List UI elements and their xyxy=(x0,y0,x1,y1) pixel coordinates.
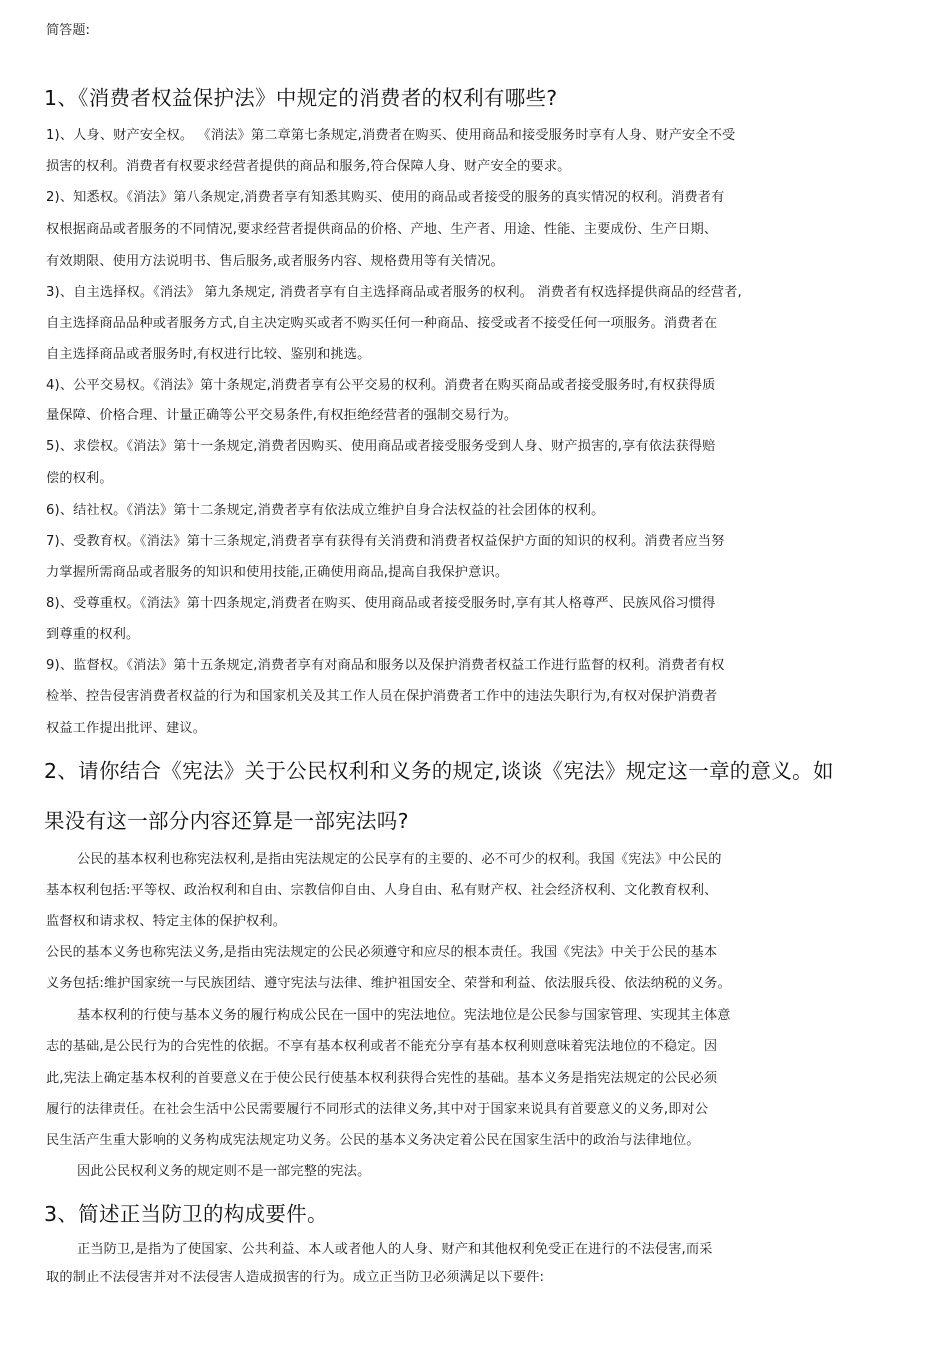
q2-line: 民生活产生重大影响的义务构成宪法规定功义务。公民的基本义务决定着公民在国家生活中的政治与法律地位。 xyxy=(46,1133,700,1148)
q2-line: 志的基础,是公民行为的合宪性的依据。不享有基本权利或者不能充分享有基本权利则意味着宪法地位的不稳定。因 xyxy=(46,1039,718,1054)
q1-line: 权根据商品或者服务的不同情况,要求经营者提供商品的价格、产地、生产者、用途、性能、主要成份、生产日期、 xyxy=(46,222,718,237)
q1-line: 损害的权利。消费者有权要求经营者提供的商品和服务,符合保障人身、财产安全的要求。 xyxy=(46,159,571,174)
q2-line: 因此公民权利义务的规定则不是一部完整的宪法。 xyxy=(77,1164,371,1179)
q1-line: 5)、求偿权。《消法》第十一条规定,消费者因购买、使用商品或者接受服务受到人身、财产损害的,享有依法获得赔 xyxy=(46,439,716,454)
q2-line: 此,宪法上确定基本权利的首要意义在于使公民行使基本权利获得合宪性的基础。基本义务是指宪法规定的公民必须 xyxy=(46,1071,718,1086)
q1-line: 1)、人身、财产安全权。 《消法》第二章第七条规定,消费者在购买、使用商品和接受服务时享有人身、财产安全不受 xyxy=(46,128,736,143)
q1-line: 4)、公平交易权。《消法》第十条规定,消费者享有公平交易的权利。消费者在购买商品或者接受服务时,有权获得质 xyxy=(46,378,716,393)
question-2-heading: 2、请你结合《宪法》关于公民权利和义务的规定,谈谈《宪法》规定这一章的意义。如 xyxy=(44,759,834,783)
q2-line: 监督权和请求权、特定主体的保护权利。 xyxy=(46,914,287,929)
q1-line: 自主选择商品品种或者服务方式,自主决定购买或者不购买任何一种商品、接受或者不接受任何一项服务。消费者在 xyxy=(46,316,718,331)
q1-line: 6)、结社权。《消法》第十二条规定,消费者享有依法成立维护自身合法权益的社会团体的权利。 xyxy=(46,503,605,518)
q2-line: 公民的基本义务也称宪法义务,是指由宪法规定的公民必须遵守和应尽的根本责任。我国《宪法》中关于公民的基本 xyxy=(46,945,718,960)
q2-line: 履行的法律责任。在社会生活中公民需要履行不同形式的法律义务,其中对于国家来说具有首要意义的义务,即对公 xyxy=(46,1102,709,1117)
q1-line: 偿的权利。 xyxy=(46,471,113,486)
q1-line: 力掌握所需商品或者服务的知识和使用技能,正确使用商品,提高自我保护意识。 xyxy=(46,565,509,580)
q2-line: 基本权利的行使与基本义务的履行构成公民在一国中的宪法地位。宪法地位是公民参与国家管理、实现其主体意 xyxy=(77,1008,731,1023)
q2-line: 公民的基本权利也称宪法权利,是指由宪法规定的公民享有的主要的、必不可少的权利。我国《宪法》中公民的 xyxy=(77,852,722,867)
q1-line: 3)、自主选择权。《消法》 第九条规定, 消费者享有自主选择商品或者服务的权利。 消费者有权选择提供商品的经营者, xyxy=(46,285,742,300)
question-3-heading: 3、简述正当防卫的构成要件。 xyxy=(44,1202,328,1226)
q1-line: 权益工作提出批评、建议。 xyxy=(46,721,207,736)
q1-line: 9)、监督权。《消法》第十五条规定,消费者享有对商品和服务以及保护消费者权益工作进行监督的权利。消费者有权 xyxy=(46,658,725,673)
q1-line: 自主选择商品或者服务时,有权进行比较、鉴别和挑选。 xyxy=(46,347,371,362)
question-2-heading-cont: 果没有这一部分内容还算是一部宪法吗? xyxy=(44,809,409,833)
q1-line: 7)、受教育权。《消法》第十三条规定,消费者享有获得有关消费和消费者权益保护方面的知识的权利。消费者应当努 xyxy=(46,534,725,549)
section-label: 简答题: xyxy=(46,23,91,38)
q1-line: 到尊重的权利。 xyxy=(46,627,140,642)
q2-line: 基本权利包括:平等权、政治权利和自由、宗教信仰自由、人身自由、私有财产权、社会经济权利、文化教育权利、 xyxy=(46,883,718,898)
q2-line: 义务包括:维护国家统一与民族团结、遵守宪法与法律、维护祖国安全、荣誉和利益、依法服兵役、依法纳税的义务。 xyxy=(46,976,731,991)
q1-line: 2)、知悉权。《消法》第八条规定,消费者享有知悉其购买、使用的商品或者接受的服务的真实情况的权利。消费者有 xyxy=(46,190,725,205)
q1-line: 量保障、价格合理、计量正确等公平交易条件,有权拒绝经营者的强制交易行为。 xyxy=(46,408,518,423)
q1-line: 8)、受尊重权。《消法》第十四条规定,消费者在购买、使用商品或者接受服务时,享有其人格尊严、民族风俗习惯得 xyxy=(46,596,716,611)
q1-line: 检举、控告侵害消费者权益的行为和国家机关及其工作人员在保护消费者工作中的违法失职行为,有权对保护消费者 xyxy=(46,689,718,704)
question-1-heading: 1、《消费者权益保护法》中规定的消费者的权利有哪些? xyxy=(44,86,558,110)
q3-line: 取的制止不法侵害并对不法侵害人造成损害的行为。成立正当防卫必须满足以下要件: xyxy=(46,1270,545,1285)
q1-line: 有效期限、使用方法说明书、售后服务,或者服务内容、规格费用等有关情况。 xyxy=(46,254,504,269)
q3-line: 正当防卫,是指为了使国家、公共利益、本人或者他人的人身、财产和其他权利免受正在进行的不法侵害,而采 xyxy=(77,1242,713,1257)
